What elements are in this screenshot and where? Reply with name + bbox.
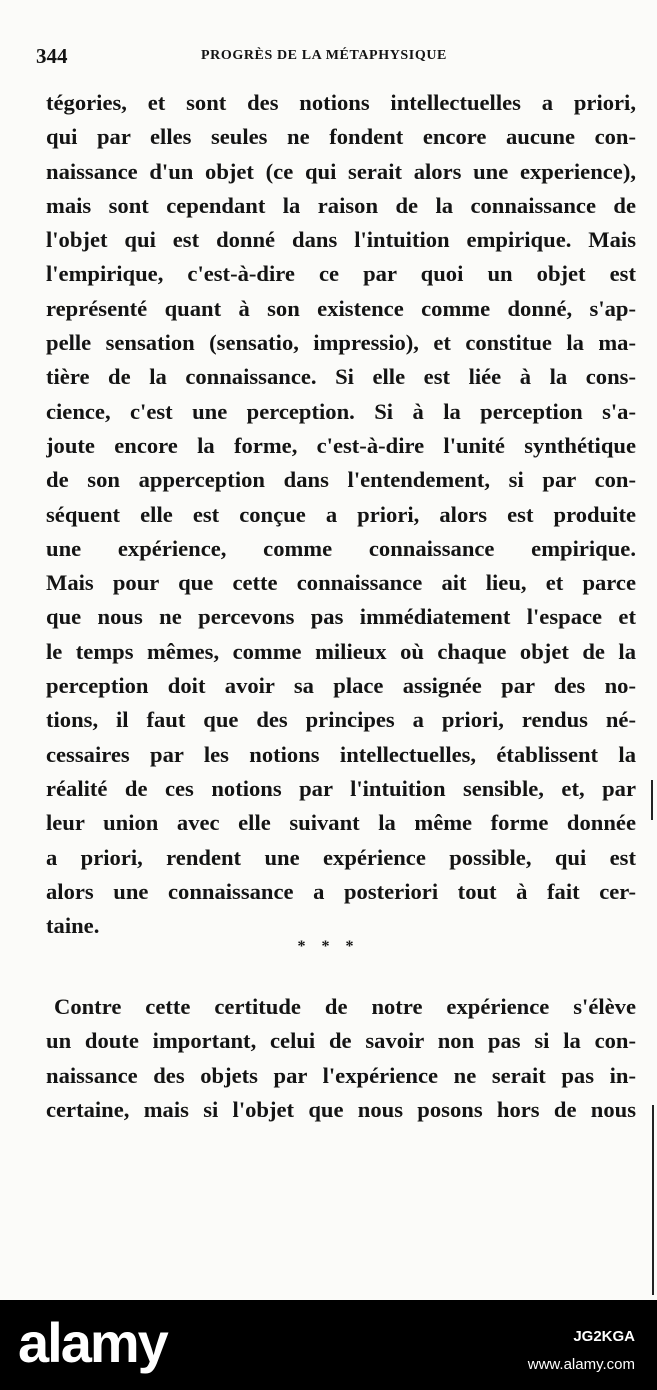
text-line: perception doit avoir sa place assignée par des no- (46, 673, 636, 699)
scan-edge-mark (652, 1105, 654, 1295)
brand-logo: alamy (18, 1311, 167, 1374)
body-paragraph-2 (46, 990, 636, 1127)
text-line: qui par elles seules ne fondent encore aucune con- (46, 124, 636, 150)
text-line: séquent elle est conçue a priori, alors est produite (46, 501, 636, 527)
text-line: réalité de ces notions par l'intuition sensible, et, par (46, 775, 636, 801)
body-paragraph-1 (46, 86, 636, 943)
text-line: le temps mêmes, comme milieux où chaque objet de la (46, 638, 636, 664)
text-line: Contre cette certitude de notre expérience s'élève (54, 994, 636, 1019)
running-head: PROGRÈS DE LA MÉTAPHYSIQUE (201, 48, 447, 63)
text-line: cessaires par les notions intellectuelles, établissent la (46, 741, 636, 767)
text-line: représenté quant à son existence comme donné, s'ap- (46, 295, 636, 321)
text-line: Mais pour que cette connaissance ait lieu, et parce (46, 570, 636, 596)
scan-edge-mark (651, 780, 653, 820)
text-line: tière de la connaissance. Si elle est liée à la cons- (46, 364, 636, 390)
text-line: une expérience, comme connaissance empirique. (46, 535, 636, 561)
watermark-footer (0, 1300, 657, 1390)
text-line: tégories, et sont des notions intellectuelles a priori, (46, 90, 636, 115)
text-line: tions, il faut que des principes a priori, rendus né- (46, 707, 636, 733)
text-line: naissance des objets par l'expérience ne serait pas in- (46, 1062, 636, 1088)
text-line: l'objet qui est donné dans l'intuition empirique. Mais (46, 227, 636, 253)
text-line: de son apperception dans l'entendement, si par con- (46, 467, 636, 493)
text-line: un doute important, celui de savoir non pas si la con- (46, 1028, 636, 1054)
text-line: taine. (46, 913, 100, 939)
site-url: www.alamy.com (527, 1356, 635, 1373)
page-number: 344 (36, 44, 68, 68)
text-line: joute encore la forme, c'est-à-dire l'unité synthétique (46, 432, 636, 458)
text-line: pelle sensation (sensatio, impressio), et constitue la ma- (46, 330, 636, 356)
image-id: JG2KGA (573, 1328, 635, 1345)
text-line: leur union avec elle suivant la même forme donnée (46, 810, 636, 836)
text-line: a priori, rendent une expérience possible, qui est (46, 844, 636, 870)
page-header (36, 44, 627, 74)
text-line: l'empirique, c'est-à-dire ce par quoi un objet est (46, 261, 636, 287)
text-line: mais sont cependant la raison de la connaissance de (46, 192, 636, 218)
text-line: que nous ne percevons pas immédiatement l'espace et (46, 604, 636, 630)
text-line: naissance d'un objet (ce qui serait alors une experience), (46, 158, 636, 184)
text-line: cience, c'est une perception. Si à la perception s'a- (46, 398, 636, 424)
text-line: certaine, mais si l'objet que nous posons hors de nous (46, 1096, 636, 1122)
section-separator: * * * (297, 938, 360, 955)
text-line: alors une connaissance a posteriori tout à fait cer- (46, 878, 636, 904)
